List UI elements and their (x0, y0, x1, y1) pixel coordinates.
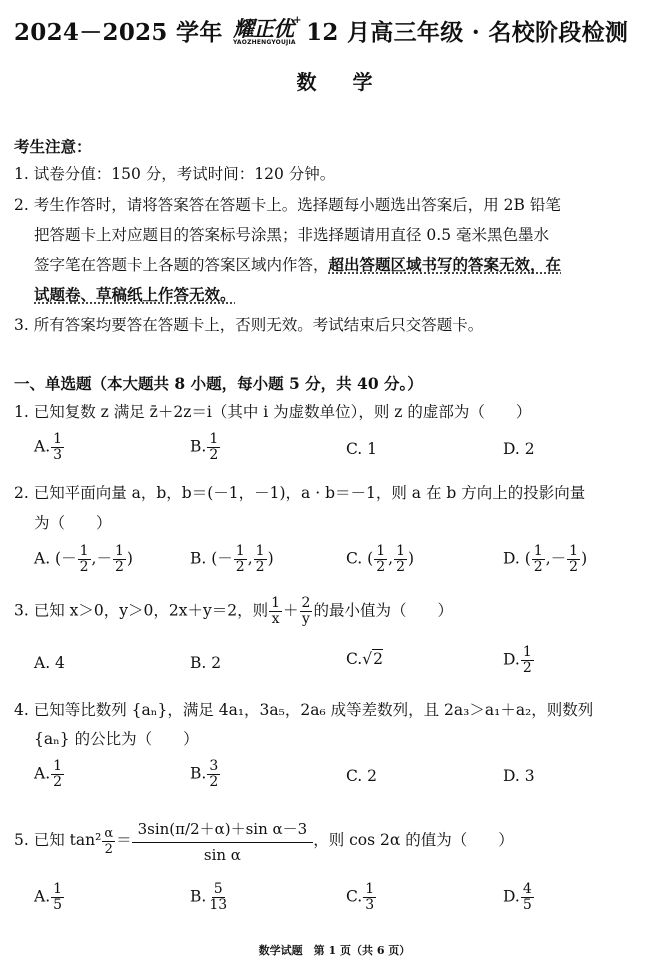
title-rest: 12 月高三年级 · 名校阶段检测 (306, 19, 629, 46)
question-3-stem: 3. 已知 x＞0，y＞0，2x＋y＝2，则 $\frac{1}{x}$ ＋ $\frac{2}{y}$ 的最小值为（ ） (14, 595, 453, 627)
question-1-stem: 1. 已知复数 z 满足 z̄＋2z＝i（其中 i 为虚数单位），则 z 的虚部为（ ） (14, 403, 532, 421)
q1-option-d: D. 2 (503, 440, 535, 458)
q3-option-c: C.√2 (346, 650, 383, 668)
question-4-stem-line2: {aₙ} 的公比为（ ） (34, 730, 199, 748)
title-year: 2024－2025 学年 (14, 19, 223, 46)
notice-item-2-line1: 2. 考生作答时，请将答案答在答题卡上。选择题每小题选出答案后，用 2B 铅笔 (14, 196, 561, 214)
notice-item-2-line3: 签字笔在答题卡上各题的答案区域内作答，超出答题区域书写的答案无效，在 (34, 255, 562, 274)
q4-option-d: D. 3 (503, 767, 535, 785)
warning-text: 超出答题区域书写的答案无效，在 (328, 255, 562, 274)
q5-option-a: A. $\frac{1}{5}$ (34, 881, 63, 913)
q3-option-b: B. 2 (190, 654, 222, 672)
q5-option-c: C. $\frac{1}{3}$ (346, 881, 375, 913)
q2-option-c: C. ( $\frac{1}{2}$ , $\frac{1}{2}$ ) (346, 543, 415, 575)
notice-item-1: 1. 试卷分值：150 分，考试时间：120 分钟。 (14, 165, 336, 183)
question-2-stem-line2: 为（ ） (34, 514, 112, 532)
q4-option-a: A. $\frac{1}{2}$ (34, 758, 63, 790)
q4-option-c: C. 2 (346, 767, 378, 785)
q1-option-c: C. 1 (346, 440, 378, 458)
q4-option-b: B. $\frac{3}{2}$ (190, 758, 219, 790)
q2-option-b: B. (－ $\frac{1}{2}$ , $\frac{1}{2}$ ) (190, 543, 274, 575)
subject-title: 数学 (296, 70, 409, 94)
q3-option-d: D. $\frac{1}{2}$ (503, 644, 532, 676)
brand-logo: 耀正优 YAOZHENGYOUJIA + (232, 14, 302, 46)
notice-item-2-line4: 试题卷、草稿纸上作答无效。 (34, 285, 236, 304)
exam-title (14, 14, 628, 48)
question-5-stem: 5. 已知 tan² $\frac{\alpha}{2}$ ＝ $\frac{\text{3sin(π/2＋α)＋sin α－3}}{\text{sin α}}$ ，则 cos 2α 的值为（ ） (14, 820, 514, 864)
page-footer: 数学试题 第 1 页（共 6 页） (258, 944, 411, 957)
notice-heading: 考生注意： (14, 137, 92, 156)
question-2-stem-line1: 2. 已知平面向量 a，b，b＝(－1，－1)，a · b＝－1，则 a 在 b 方向上的投影向量 (14, 484, 586, 502)
notice-item-2-line2: 把答题卡上对应题目的答案标号涂黑；非选择题请用直径 0.5 毫米黑色墨水 (34, 226, 550, 244)
q3-option-a: A. 4 (34, 654, 65, 672)
q1-option-a: A. $\frac{1}{3}$ (34, 431, 63, 463)
notice-item-3: 3. 所有答案均要答在答题卡上，否则无效。考试结束后只交答题卡。 (14, 316, 484, 334)
q1-option-b: B. $\frac{1}{2}$ (190, 431, 219, 463)
q5-option-d: D. $\frac{4}{5}$ (503, 881, 532, 913)
q5-option-b: B. $\frac{5}{13}$ (190, 881, 228, 913)
q2-option-d: D. ( $\frac{1}{2}$ ,－ $\frac{1}{2}$ ) (503, 543, 588, 575)
q2-option-a: A. (－ $\frac{1}{2}$ ,－ $\frac{1}{2}$ ) (34, 543, 133, 575)
question-4-stem-line1: 4. 已知等比数列 {aₙ}，满足 4a₁，3a₅，2a₆ 成等差数列，且 2a₃＞a₁＋a₂，则数列 (14, 701, 594, 719)
section-heading: 一、单选题（本大题共 8 小题，每小题 5 分，共 40 分。） (14, 374, 423, 393)
